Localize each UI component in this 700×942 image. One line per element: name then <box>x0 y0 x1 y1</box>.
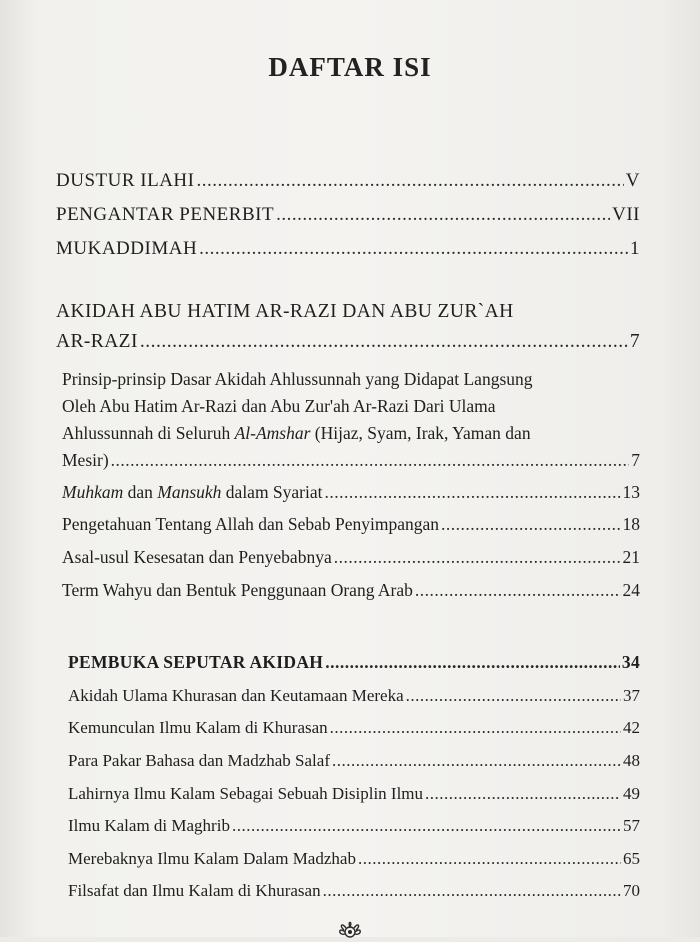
toc-entry <box>62 514 640 535</box>
toc-label: Kemunculan Ilmu Kalam di Khurasan <box>68 718 328 737</box>
toc-entry <box>68 784 640 804</box>
toc-entry <box>68 751 640 771</box>
toc-entry <box>62 547 640 568</box>
leader-dots <box>330 718 621 738</box>
leader-dots <box>334 547 621 568</box>
toc-page-number: 7 <box>629 331 640 352</box>
toc-label <box>62 482 323 503</box>
floral-ornament-icon <box>330 912 370 942</box>
leader-dots <box>425 784 621 804</box>
entry-line: Prinsip-prinsip Dasar Akidah Ahlussunnah yang Didapat Langsung <box>62 369 533 389</box>
toc-page-number: 21 <box>622 547 640 567</box>
leader-dots <box>325 482 621 503</box>
toc-page-number: 13 <box>622 482 640 502</box>
leader-dots <box>325 652 620 673</box>
toc-label: Para Pakar Bahasa dan Madzhab Salaf <box>68 751 330 770</box>
toc-label: Asal-usul Kesesatan dan Penyebabnya <box>62 547 332 567</box>
toc-label: Term Wahyu dan Bentuk Penggunaan Orang Arab <box>62 580 413 600</box>
toc-page-number: 1 <box>630 238 640 259</box>
leader-dots <box>358 849 621 869</box>
toc-label: Ilmu Kalam di Maghrib <box>68 816 230 835</box>
chapter1-title-end <box>56 331 640 353</box>
entry-text: dan <box>123 482 158 502</box>
leader-dots <box>111 450 630 471</box>
toc-label: Filsafat dan Ilmu Kalam di Khurasan <box>68 881 321 900</box>
leader-dots <box>406 686 621 706</box>
toc-page-number: 70 <box>623 881 640 900</box>
toc-page-number: 49 <box>623 784 640 803</box>
leader-dots <box>140 331 628 353</box>
toc-page-number: 18 <box>622 514 640 534</box>
entry-line: Oleh Abu Hatim Ar-Razi dan Abu Zur'ah Ar-Razi Dari Ulama <box>62 396 496 416</box>
toc-entry <box>62 580 640 601</box>
page-title: DAFTAR ISI <box>268 52 432 82</box>
entry-line-final <box>62 450 640 471</box>
toc-entry-mukaddimah <box>56 238 640 260</box>
toc-page-number: 65 <box>623 849 640 868</box>
toc-label: Pengetahuan Tentang Allah dan Sebab Penyimpangan <box>62 514 440 534</box>
toc-page-number: 37 <box>623 686 640 705</box>
leader-dots <box>276 204 610 226</box>
leader-dots <box>199 238 628 260</box>
toc-entry <box>68 718 640 738</box>
entry-italic-term: Al-Amshar <box>234 423 311 443</box>
toc-label: AR-RAZI <box>56 331 138 352</box>
entry-italic-term: Mansukh <box>157 482 222 502</box>
toc-label: Akidah Ulama Khurasan dan Keutamaan Mereka <box>68 686 404 705</box>
entry-text: Ahlussunnah di Seluruh <box>62 423 235 443</box>
toc-label: DUSTUR ILAHI <box>56 170 195 191</box>
leader-dots <box>441 514 620 535</box>
toc-page-number: 24 <box>622 580 640 600</box>
entry-line <box>62 423 531 444</box>
chapter2-title <box>68 652 640 673</box>
leader-dots <box>196 170 623 192</box>
toc-entry <box>68 816 640 836</box>
toc-entry <box>68 881 640 901</box>
leader-dots <box>415 580 621 601</box>
toc-page-number: 34 <box>621 652 640 672</box>
toc-label: Mesir) <box>62 450 109 470</box>
leader-dots <box>332 751 621 771</box>
toc-label: MUKADDIMAH <box>56 238 198 259</box>
toc-label: PENGANTAR PENERBIT <box>56 204 275 225</box>
toc-page-number: V <box>625 170 640 191</box>
toc-label: Merebaknya Ilmu Kalam Dalam Madzhab <box>68 849 356 868</box>
leader-dots <box>232 816 621 836</box>
toc-entry-pengantar-penerbit <box>56 204 640 226</box>
entry-text: (Hijaz, Syam, Irak, Yaman dan <box>310 423 531 443</box>
chapter1-title: AKIDAH ABU HATIM AR-RAZI DAN ABU ZUR`AH <box>56 301 514 322</box>
leader-dots <box>323 881 621 901</box>
toc-entry-muhkam-mansukh <box>62 482 640 503</box>
toc-entry <box>68 849 640 869</box>
toc-label: PEMBUKA SEPUTAR AKIDAH <box>68 652 324 672</box>
toc-page-number: VII <box>612 204 640 225</box>
toc-page-number: 48 <box>623 751 640 770</box>
toc-page-number: 7 <box>631 450 640 470</box>
entry-text: dalam Syariat <box>221 482 323 502</box>
toc-entry-dustur-ilahi <box>56 170 640 192</box>
toc-entry <box>68 686 640 706</box>
toc-label: Lahirnya Ilmu Kalam Sebagai Sebuah Disiplin Ilmu <box>68 784 424 803</box>
toc-page-number: 42 <box>623 718 640 737</box>
entry-italic-term: Muhkam <box>62 482 124 502</box>
toc-page-number: 57 <box>623 816 640 835</box>
